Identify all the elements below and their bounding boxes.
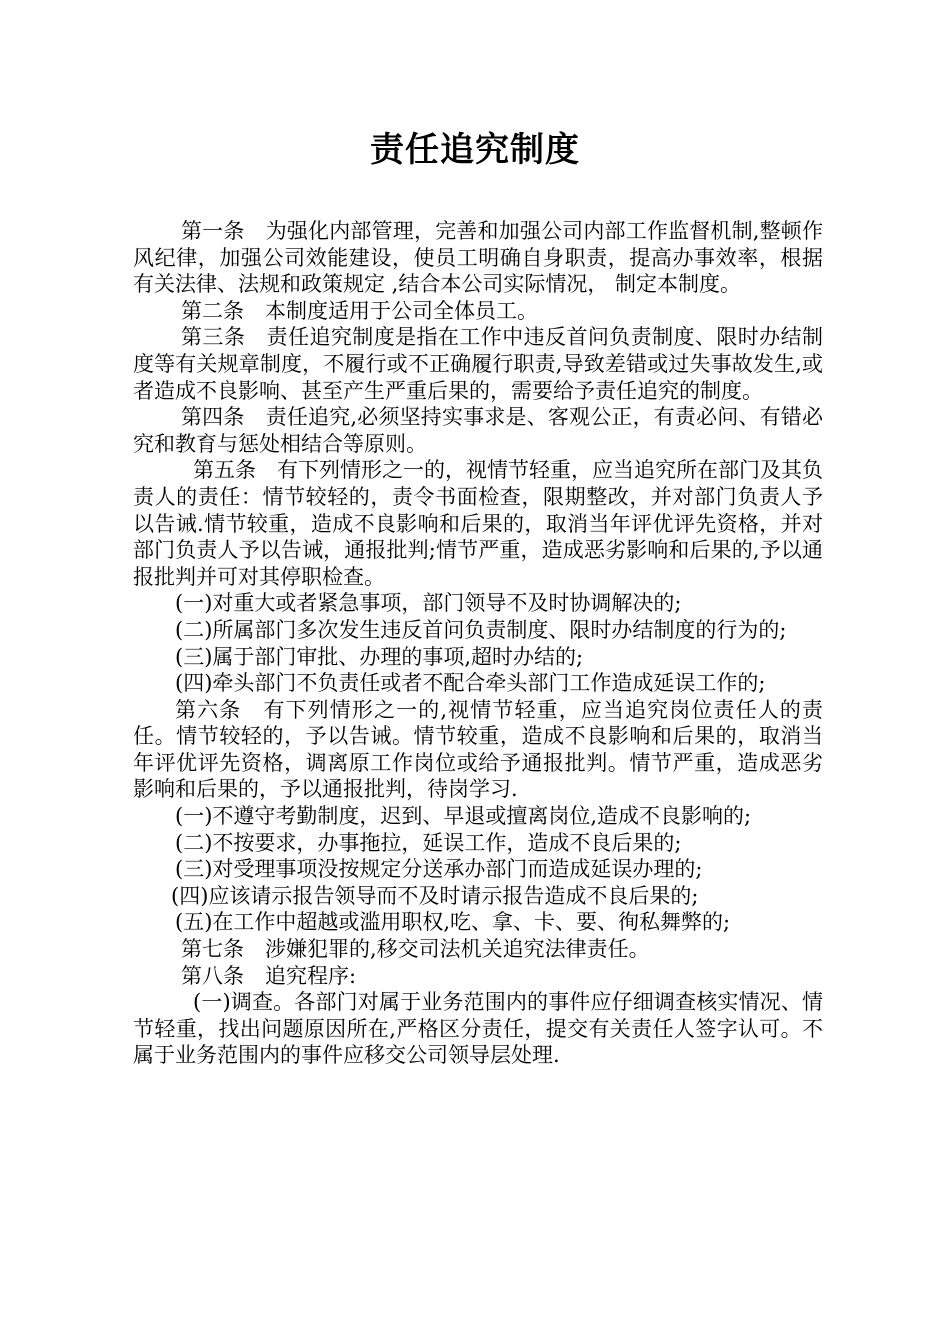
- document-body: [133, 218, 823, 1069]
- article-4: 第四条 责任追究,必须坚持实事求是、客观公正，有责必问、有错必究和教育与惩处相结合等原则。: [133, 405, 823, 456]
- article-6: 第六条 有下列情形之一的,视情节轻重，应当追究岗位责任人的责任。情节较轻的，予以告诫。情节较重，造成不良影响和后果的，取消当年评优评先资格，调离原工作岗位或给予通报批判。情节严重，造成恶劣影响和后果的，予以通报批判，待岗学习.: [133, 697, 823, 802]
- article-6-item-5: (五)在工作中超越或滥用职权,吃、拿、卡、要、徇私舞弊的;: [175, 910, 731, 935]
- article-8-item-1: (一)调查。各部门对属于业务范围内的事件应仔细调查核实情况、情节轻重，找出问题原因所在,严格区分责任，提交有关责任人签字认可。不属于业务范围内的事件应移交公司领导层处理.: [133, 990, 823, 1068]
- article-3: 第三条 责任追究制度是指在工作中违反首问负责制度、限时办结制度等有关规章制度，不履行或不正确履行职责,导致差错或过失事故发生,或者造成不良影响、甚至产生严重后果的，需要给予责任追究的制度。: [133, 325, 823, 403]
- article-6-item-4: (四)应该请示报告领导而不及时请示报告造成不良后果的;: [171, 883, 699, 908]
- article-7: 第七条 涉嫌犯罪的,移交司法机关追究法律责任。: [181, 937, 650, 962]
- article-5-item-1: (一)对重大或者紧急事项，部门领导不及时协调解决的;: [175, 591, 682, 616]
- document-title: 责任追究制度: [370, 130, 580, 170]
- article-6-item-2: (二)不按要求，办事拖拉，延误工作，造成不良后果的;: [175, 830, 682, 855]
- article-6-item-3: (三)对受理事项没按规定分送承办部门而造成延误办理的;: [175, 857, 703, 882]
- article-2: 第二条 本制度适用于公司全体员工。: [181, 298, 538, 323]
- article-6-item-1: (一)不遵守考勤制度，迟到、早退或擅离岗位,造成不良影响的;: [175, 804, 752, 829]
- article-8: 第八条 追究程序:: [181, 963, 357, 988]
- article-5-item-3: (三)属于部门审批、办理的事项,超时办结的;: [175, 644, 584, 669]
- article-1: 第一条 为强化内部管理，完善和加强公司内部工作监督机制,整顿作风纪律，加强公司效能建设，使员工明确自身职责，提高办事效率，根据有关法律、法规和政策规定 ,结合本公司实际情况， 制定本制度。: [133, 219, 823, 297]
- article-5-item-2: (二)所属部门多次发生违反首问负责制度、限时办结制度的行为的;: [175, 617, 787, 642]
- article-5: 第五条 有下列情形之一的，视情节轻重，应当追究所在部门及其负责人的责任：情节较轻的，责令书面检查，限期整改，并对部门负责人予以告诫.情节较重，造成不良影响和后果的，取消当年评优评先资格，并对部门负责人予以告诫，通报批判;情节严重，造成恶劣影响和后果的,予以通报批判并可对其停职检查。: [133, 458, 823, 589]
- article-5-item-4: (四)牵头部门不负责任或者不配合牵头部门工作造成延误工作的;: [175, 671, 766, 696]
